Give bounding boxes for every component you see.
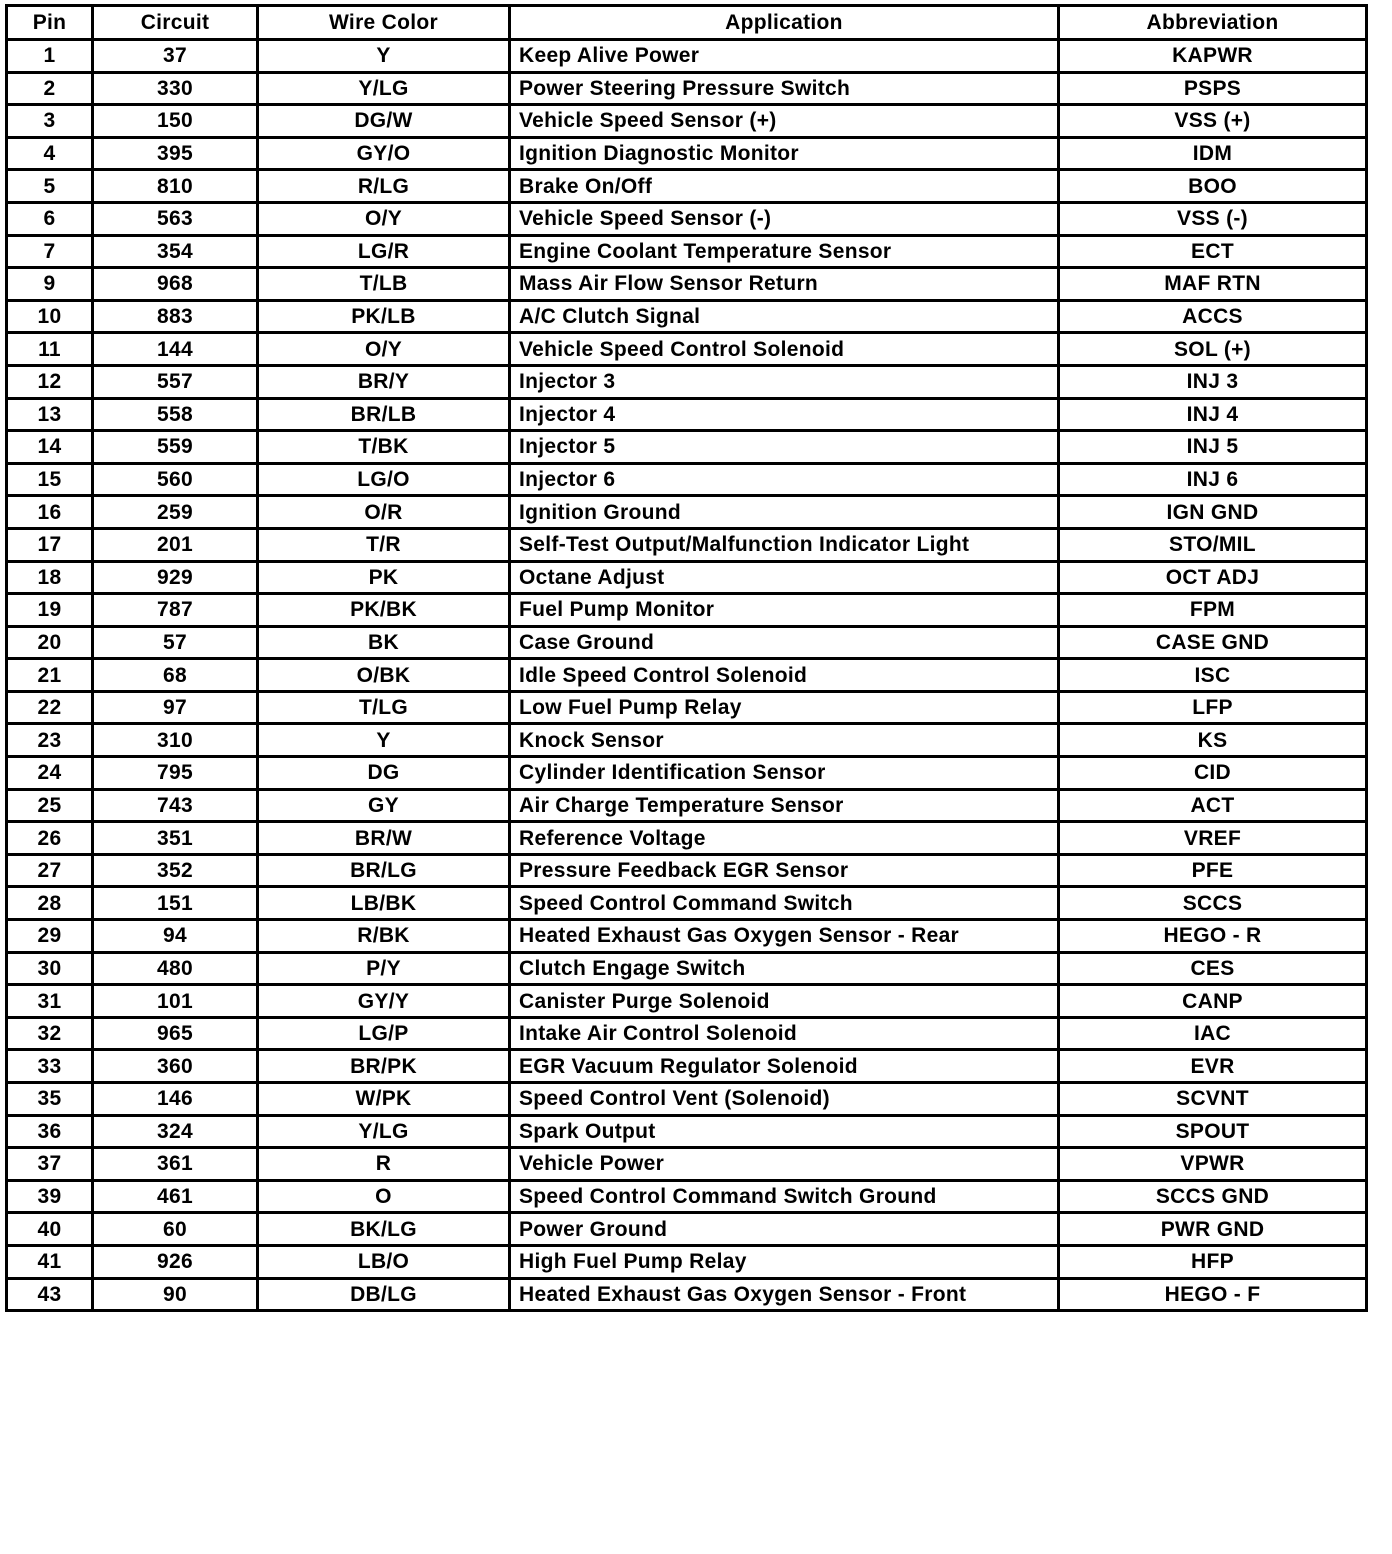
table-row [7,691,1367,724]
cell-pin: 2 [7,72,93,105]
cell-abbreviation: PWR GND [1059,1213,1367,1246]
cell-wire-color: O/R [258,496,510,529]
table-row [7,463,1367,496]
cell-pin: 32 [7,1017,93,1050]
cell-wire-color: BK [258,626,510,659]
cell-abbreviation: VPWR [1059,1148,1367,1181]
cell-application: Cylinder Identification Sensor [510,757,1059,790]
cell-wire-color: R/BK [258,920,510,953]
cell-wire-color: O/BK [258,659,510,692]
cell-circuit: 146 [93,1083,258,1116]
cell-abbreviation: INJ 6 [1059,463,1367,496]
table-row [7,1148,1367,1181]
cell-abbreviation: SCVNT [1059,1083,1367,1116]
table-row [7,1278,1367,1311]
cell-abbreviation: INJ 5 [1059,431,1367,464]
cell-pin: 26 [7,822,93,855]
cell-application: Vehicle Speed Sensor (-) [510,202,1059,235]
cell-pin: 18 [7,561,93,594]
cell-abbreviation: BOO [1059,170,1367,203]
cell-application: Engine Coolant Temperature Sensor [510,235,1059,268]
cell-pin: 16 [7,496,93,529]
cell-abbreviation: IDM [1059,137,1367,170]
cell-wire-color: GY/Y [258,985,510,1018]
table-row [7,431,1367,464]
table-row [7,985,1367,1018]
table-row [7,496,1367,529]
cell-circuit: 324 [93,1115,258,1148]
cell-abbreviation: SOL (+) [1059,333,1367,366]
table-row [7,724,1367,757]
cell-wire-color: BR/LG [258,854,510,887]
cell-abbreviation: INJ 3 [1059,365,1367,398]
table-row [7,854,1367,887]
cell-pin: 33 [7,1050,93,1083]
table-row [7,757,1367,790]
cell-abbreviation: KS [1059,724,1367,757]
cell-abbreviation: VSS (-) [1059,202,1367,235]
cell-circuit: 480 [93,952,258,985]
cell-circuit: 361 [93,1148,258,1181]
cell-wire-color: T/BK [258,431,510,464]
cell-application: Vehicle Power [510,1148,1059,1181]
cell-pin: 17 [7,528,93,561]
table-row [7,1180,1367,1213]
pinout-table-body [7,40,1367,1311]
cell-application: Mass Air Flow Sensor Return [510,268,1059,301]
cell-application: Injector 3 [510,365,1059,398]
cell-wire-color: BR/W [258,822,510,855]
cell-pin: 39 [7,1180,93,1213]
header-pin: Pin [7,6,93,40]
cell-circuit: 395 [93,137,258,170]
cell-circuit: 929 [93,561,258,594]
cell-circuit: 558 [93,398,258,431]
cell-wire-color: LG/P [258,1017,510,1050]
table-row [7,1115,1367,1148]
cell-application: Air Charge Temperature Sensor [510,789,1059,822]
cell-abbreviation: ACT [1059,789,1367,822]
cell-abbreviation: ECT [1059,235,1367,268]
cell-circuit: 68 [93,659,258,692]
cell-circuit: 101 [93,985,258,1018]
cell-pin: 24 [7,757,93,790]
cell-application: Injector 4 [510,398,1059,431]
cell-wire-color: W/PK [258,1083,510,1116]
cell-application: Vehicle Speed Sensor (+) [510,105,1059,138]
cell-abbreviation: CANP [1059,985,1367,1018]
cell-pin: 27 [7,854,93,887]
cell-circuit: 743 [93,789,258,822]
cell-circuit: 563 [93,202,258,235]
cell-wire-color: LG/R [258,235,510,268]
cell-pin: 22 [7,691,93,724]
cell-application: Ignition Diagnostic Monitor [510,137,1059,170]
cell-pin: 20 [7,626,93,659]
cell-circuit: 883 [93,300,258,333]
cell-circuit: 60 [93,1213,258,1246]
cell-abbreviation: KAPWR [1059,40,1367,73]
cell-application: Keep Alive Power [510,40,1059,73]
cell-abbreviation: STO/MIL [1059,528,1367,561]
cell-pin: 7 [7,235,93,268]
cell-wire-color: O/Y [258,202,510,235]
cell-application: Speed Control Command Switch Ground [510,1180,1059,1213]
cell-circuit: 201 [93,528,258,561]
cell-application: Pressure Feedback EGR Sensor [510,854,1059,887]
cell-wire-color: PK/LB [258,300,510,333]
table-row [7,822,1367,855]
cell-wire-color: DG/W [258,105,510,138]
cell-abbreviation: MAF RTN [1059,268,1367,301]
cell-abbreviation: CASE GND [1059,626,1367,659]
cell-circuit: 97 [93,691,258,724]
table-row [7,1213,1367,1246]
cell-abbreviation: HEGO - R [1059,920,1367,953]
cell-wire-color: Y/LG [258,72,510,105]
table-row [7,659,1367,692]
cell-pin: 3 [7,105,93,138]
table-row [7,72,1367,105]
cell-abbreviation: PFE [1059,854,1367,887]
table-row [7,789,1367,822]
cell-abbreviation: IGN GND [1059,496,1367,529]
cell-wire-color: R/LG [258,170,510,203]
cell-application: Idle Speed Control Solenoid [510,659,1059,692]
cell-circuit: 557 [93,365,258,398]
table-row [7,626,1367,659]
cell-circuit: 57 [93,626,258,659]
cell-pin: 35 [7,1083,93,1116]
cell-application: Intake Air Control Solenoid [510,1017,1059,1050]
cell-abbreviation: CES [1059,952,1367,985]
cell-pin: 4 [7,137,93,170]
cell-application: Clutch Engage Switch [510,952,1059,985]
cell-pin: 43 [7,1278,93,1311]
header-wire-color: Wire Color [258,6,510,40]
cell-abbreviation: OCT ADJ [1059,561,1367,594]
cell-circuit: 795 [93,757,258,790]
cell-application: Canister Purge Solenoid [510,985,1059,1018]
cell-abbreviation: HFP [1059,1245,1367,1278]
cell-application: Power Steering Pressure Switch [510,72,1059,105]
cell-wire-color: R [258,1148,510,1181]
pinout-table [5,4,1368,1312]
cell-circuit: 352 [93,854,258,887]
cell-wire-color: Y [258,724,510,757]
cell-abbreviation: ISC [1059,659,1367,692]
table-row [7,1245,1367,1278]
cell-pin: 40 [7,1213,93,1246]
cell-pin: 1 [7,40,93,73]
table-row [7,528,1367,561]
cell-circuit: 310 [93,724,258,757]
cell-application: Reference Voltage [510,822,1059,855]
cell-abbreviation: VSS (+) [1059,105,1367,138]
cell-abbreviation: SCCS GND [1059,1180,1367,1213]
table-row [7,268,1367,301]
table-row [7,887,1367,920]
cell-pin: 10 [7,300,93,333]
cell-wire-color: PK [258,561,510,594]
table-row [7,1083,1367,1116]
cell-abbreviation: LFP [1059,691,1367,724]
cell-circuit: 360 [93,1050,258,1083]
cell-wire-color: BR/LB [258,398,510,431]
cell-circuit: 90 [93,1278,258,1311]
cell-circuit: 150 [93,105,258,138]
cell-circuit: 787 [93,594,258,627]
header-row [7,6,1367,40]
cell-wire-color: P/Y [258,952,510,985]
cell-wire-color: DG [258,757,510,790]
pinout-sheet [5,4,1368,1312]
table-row [7,365,1367,398]
cell-abbreviation: VREF [1059,822,1367,855]
cell-pin: 6 [7,202,93,235]
cell-pin: 15 [7,463,93,496]
cell-wire-color: PK/BK [258,594,510,627]
cell-pin: 19 [7,594,93,627]
header-application: Application [510,6,1059,40]
cell-circuit: 151 [93,887,258,920]
cell-circuit: 810 [93,170,258,203]
cell-wire-color: LB/BK [258,887,510,920]
cell-abbreviation: EVR [1059,1050,1367,1083]
table-row [7,1050,1367,1083]
table-row [7,561,1367,594]
cell-wire-color: GY/O [258,137,510,170]
cell-application: Injector 5 [510,431,1059,464]
cell-abbreviation: SCCS [1059,887,1367,920]
cell-pin: 25 [7,789,93,822]
cell-wire-color: BR/Y [258,365,510,398]
cell-application: Injector 6 [510,463,1059,496]
cell-pin: 14 [7,431,93,464]
cell-circuit: 351 [93,822,258,855]
cell-circuit: 965 [93,1017,258,1050]
cell-wire-color: Y [258,40,510,73]
cell-pin: 29 [7,920,93,953]
table-row [7,1017,1367,1050]
cell-wire-color: Y/LG [258,1115,510,1148]
header-circuit: Circuit [93,6,258,40]
cell-circuit: 560 [93,463,258,496]
cell-wire-color: BR/PK [258,1050,510,1083]
cell-abbreviation: ACCS [1059,300,1367,333]
cell-circuit: 259 [93,496,258,529]
cell-application: Fuel Pump Monitor [510,594,1059,627]
cell-pin: 9 [7,268,93,301]
cell-wire-color: T/LG [258,691,510,724]
cell-wire-color: LB/O [258,1245,510,1278]
cell-application: Heated Exhaust Gas Oxygen Sensor - Rear [510,920,1059,953]
cell-wire-color: BK/LG [258,1213,510,1246]
cell-wire-color: T/R [258,528,510,561]
cell-circuit: 37 [93,40,258,73]
cell-circuit: 926 [93,1245,258,1278]
table-row [7,137,1367,170]
cell-wire-color: O/Y [258,333,510,366]
table-row [7,952,1367,985]
cell-pin: 21 [7,659,93,692]
cell-application: Vehicle Speed Control Solenoid [510,333,1059,366]
cell-abbreviation: HEGO - F [1059,1278,1367,1311]
cell-circuit: 144 [93,333,258,366]
cell-wire-color: GY [258,789,510,822]
cell-application: Heated Exhaust Gas Oxygen Sensor - Front [510,1278,1059,1311]
cell-wire-color: LG/O [258,463,510,496]
table-row [7,920,1367,953]
cell-circuit: 559 [93,431,258,464]
cell-circuit: 94 [93,920,258,953]
cell-pin: 36 [7,1115,93,1148]
cell-abbreviation: INJ 4 [1059,398,1367,431]
cell-application: EGR Vacuum Regulator Solenoid [510,1050,1059,1083]
cell-pin: 28 [7,887,93,920]
cell-application: Spark Output [510,1115,1059,1148]
cell-circuit: 461 [93,1180,258,1213]
table-row [7,594,1367,627]
cell-application: Power Ground [510,1213,1059,1246]
cell-circuit: 968 [93,268,258,301]
table-row [7,300,1367,333]
cell-application: Self-Test Output/Malfunction Indicator Light [510,528,1059,561]
cell-wire-color: DB/LG [258,1278,510,1311]
table-row [7,202,1367,235]
cell-application: Ignition Ground [510,496,1059,529]
table-row [7,235,1367,268]
cell-application: Octane Adjust [510,561,1059,594]
table-row [7,398,1367,431]
cell-circuit: 354 [93,235,258,268]
cell-application: Knock Sensor [510,724,1059,757]
cell-application: Low Fuel Pump Relay [510,691,1059,724]
cell-pin: 41 [7,1245,93,1278]
table-row [7,40,1367,73]
cell-application: Brake On/Off [510,170,1059,203]
cell-application: A/C Clutch Signal [510,300,1059,333]
cell-application: Case Ground [510,626,1059,659]
table-row [7,105,1367,138]
table-row [7,333,1367,366]
cell-pin: 5 [7,170,93,203]
cell-abbreviation: IAC [1059,1017,1367,1050]
cell-abbreviation: SPOUT [1059,1115,1367,1148]
cell-pin: 37 [7,1148,93,1181]
cell-pin: 13 [7,398,93,431]
cell-pin: 12 [7,365,93,398]
cell-application: Speed Control Command Switch [510,887,1059,920]
cell-pin: 30 [7,952,93,985]
cell-abbreviation: FPM [1059,594,1367,627]
cell-abbreviation: CID [1059,757,1367,790]
cell-pin: 11 [7,333,93,366]
cell-wire-color: T/LB [258,268,510,301]
cell-wire-color: O [258,1180,510,1213]
cell-application: High Fuel Pump Relay [510,1245,1059,1278]
cell-abbreviation: PSPS [1059,72,1367,105]
cell-pin: 23 [7,724,93,757]
header-abbreviation: Abbreviation [1059,6,1367,40]
cell-circuit: 330 [93,72,258,105]
cell-pin: 31 [7,985,93,1018]
table-row [7,170,1367,203]
cell-application: Speed Control Vent (Solenoid) [510,1083,1059,1116]
